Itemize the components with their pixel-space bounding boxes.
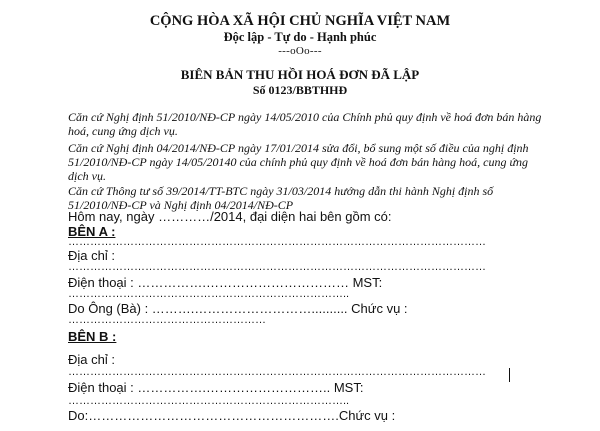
party-a-address-line: …………………………………………………………………………………………………… [68,261,486,273]
party-b-phone-line: Điện thoại : …………….……………………….. MST: [68,380,364,395]
legal-basis-line: Căn cứ Thông tư số 39/2014/TT-BTC ngày 31/03/2014 hướng dẫn thi hành Nghị định số [68,184,494,198]
party-a-representative-extra-line: ……………………………………………… [68,314,266,326]
party-b-heading: BÊN B : [68,329,117,344]
party-a-phone-extra-line: ………………………………………………………………….. [68,288,350,300]
legal-basis-line: Căn cứ Nghị định 51/2010/NĐ-CP ngày 14/05/2010 của Chính phủ quy định về hoá đơn bán hàng [68,110,542,124]
legal-basis-line: 51/2010/NĐ-CP và Nghị định 04/2014/NĐ-CP [68,198,294,212]
party-a-representative-line: Do Ông (Bà) : ……….……………………….......... Chức vụ : [68,301,408,316]
text-cursor [509,368,510,382]
document-title: BIÊN BẢN THU HỒI HOÁ ĐƠN ĐÃ LẬP [180,67,420,82]
motto: Độc lập - Tự do - Hạnh phúc [223,30,377,44]
divider-ornament: ---oOo--- [278,45,322,57]
legal-basis-line: Căn cứ Nghị định 04/2014/NĐ-CP ngày 17/01/2014 sửa đổi, bổ sung một số điều của nghị định [68,141,529,155]
document-number: Số 0123/BBTHHĐ [252,83,348,97]
party-a-address-label: Địa chỉ : [68,248,115,263]
party-a-heading: BÊN A : [68,224,116,239]
party-b-address-label: Địa chỉ : [68,352,115,367]
republic-heading: CỘNG HÒA XÃ HỘI CHỦ NGHĨA VIỆT NAM [149,13,451,29]
legal-basis-line: hoá, cung ứng dịch vụ. [68,124,178,138]
legal-basis-line: dịch vụ. [68,169,106,183]
party-a-phone-line: Điện thoại : …………….…………………………… MST: [68,275,383,290]
party-a-name-line: …………………………………………………………………………………………………… [68,236,486,248]
legal-basis-line: 51/2010/NĐ-CP ngày 14/05/20140 của chính phủ quy định về hoá đơn bán hàng hoá, cung ứng [68,155,529,169]
intro-line: Hôm nay, ngày …………/2014, đại diện hai bên gồm có: [68,209,392,224]
party-b-phone-extra-line: ………………………………………………………………….. [68,395,350,407]
party-b-representative-line: Do:………………………………………………….Chức vụ : [68,408,396,423]
party-b-address-line: …………………………………………………………………………………………………… [68,366,486,378]
